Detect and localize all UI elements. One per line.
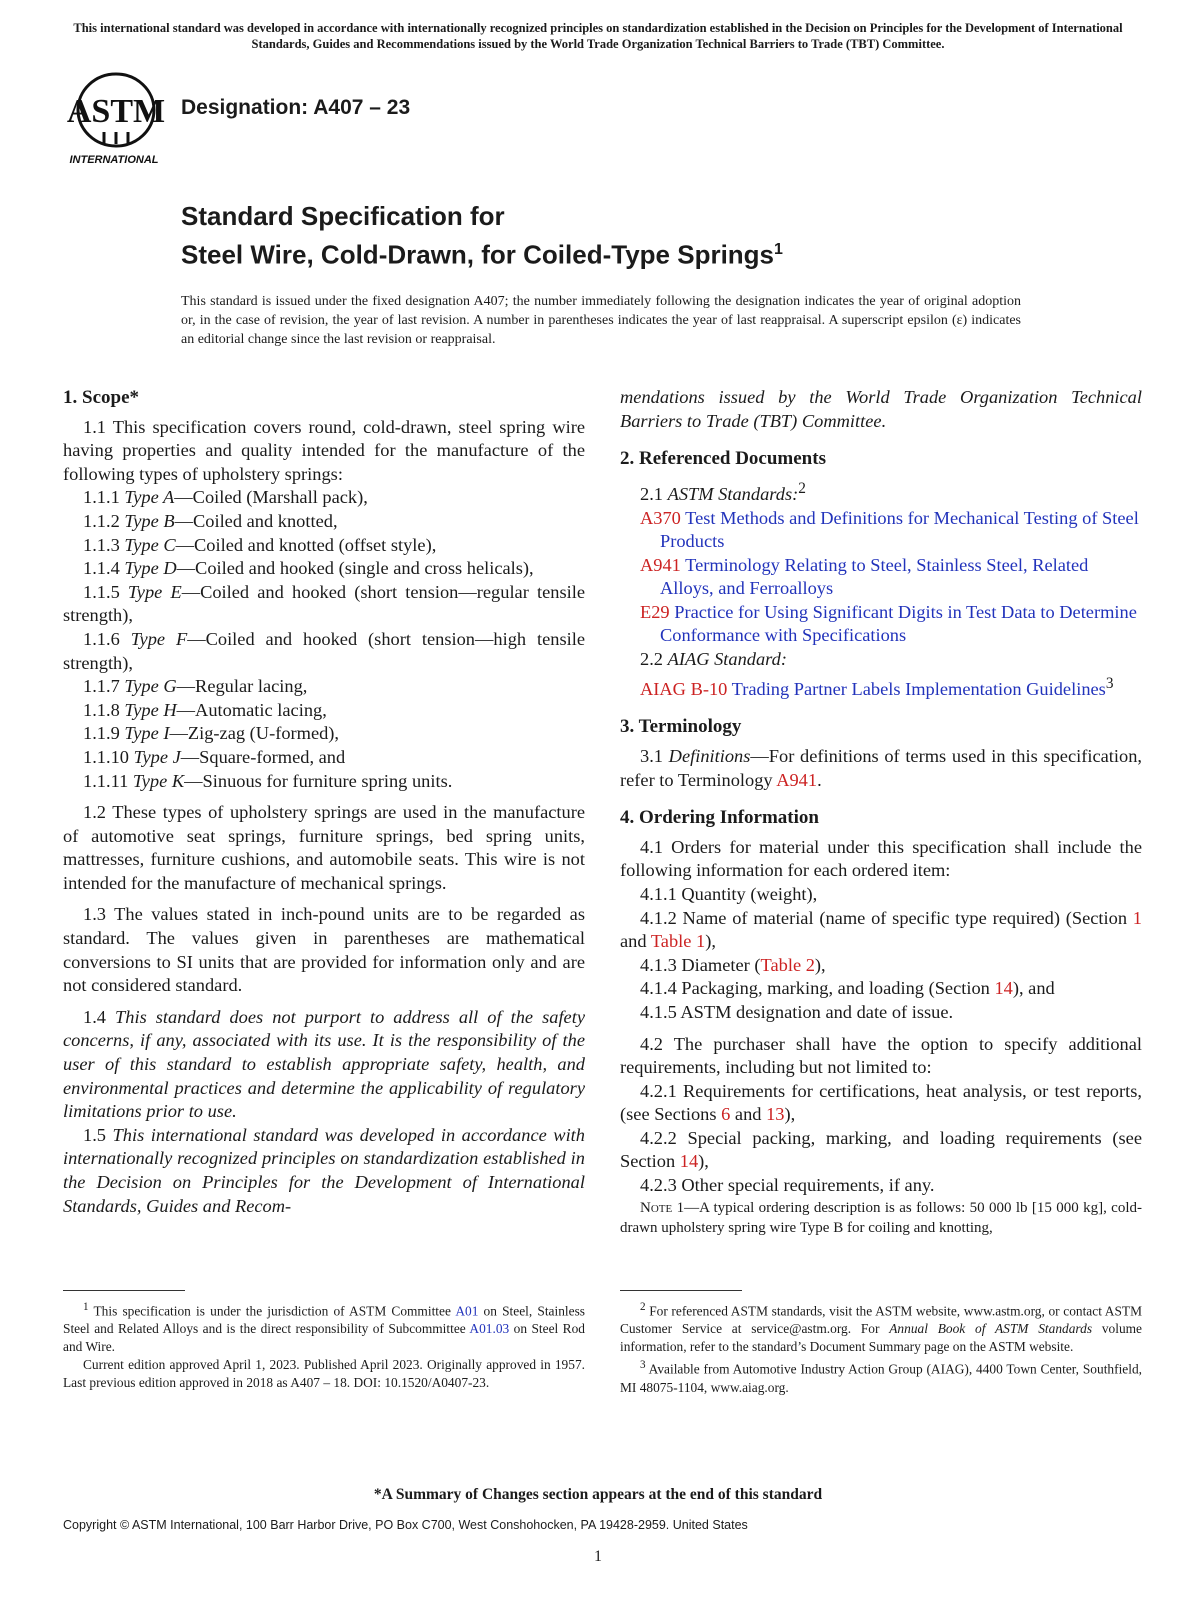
type-item-num: 1.1.3 xyxy=(83,534,120,555)
type-item-type: Type B xyxy=(124,510,175,531)
aiag-label-num: 2.2 xyxy=(640,649,663,670)
para-3-1 xyxy=(620,745,1142,792)
link-table-2[interactable]: Table 2 xyxy=(760,954,815,975)
section-heading-ordering: 4. Ordering Information xyxy=(620,807,819,829)
type-item-num: 1.1.6 xyxy=(83,628,120,649)
type-item-desc: —Square-formed, and xyxy=(180,746,346,767)
type-item-desc: —Regular lacing, xyxy=(176,676,308,697)
item-4-2-1-text: 4.2.1 Requirements for certifications, heat analysis, or test reports, (see Sections xyxy=(620,1080,1142,1125)
type-list-item xyxy=(63,628,585,675)
item-4-1-1: 4.1.1 Quantity (weight), xyxy=(640,883,818,904)
footnote-2 xyxy=(620,1298,1142,1356)
reference-title-link[interactable]: Terminology Relating to Steel, Stainless Steel, Related Alloys, and Ferroalloys xyxy=(660,554,1089,599)
footnote-3 xyxy=(620,1356,1142,1396)
reference-item xyxy=(620,601,1142,648)
astm-logo xyxy=(64,70,168,166)
footnote-2-num: 2 xyxy=(640,1301,646,1313)
item-4-1-3-end: ), xyxy=(814,954,826,975)
type-item-desc: —Zig-zag (U-formed), xyxy=(169,723,340,744)
reference-code-link[interactable]: AIAG B-10 xyxy=(640,678,728,699)
footnote-1-text-b: on Steel, Stainless Steel and Related Alloys and is the direct responsibility of Subcommittee xyxy=(63,1303,585,1337)
footnote-rule-right xyxy=(620,1290,742,1291)
type-item-num: 1.1.10 xyxy=(83,746,129,767)
footnote-1-text-c: on Steel Rod and Wire. xyxy=(63,1321,585,1355)
type-item-num: 1.1.4 xyxy=(83,558,120,579)
aiag-label-text: AIAG Standard: xyxy=(667,649,787,670)
reference-aiag xyxy=(620,672,1142,702)
type-list-item xyxy=(63,675,585,699)
type-list xyxy=(63,486,585,793)
reference-item xyxy=(620,507,1142,554)
footnote-1-num: 1 xyxy=(83,1301,89,1313)
footnote-3-num: 3 xyxy=(640,1359,646,1372)
type-list-item xyxy=(63,557,585,581)
reference-title-link[interactable]: Test Methods and Definitions for Mechanical Testing of Steel Products xyxy=(660,507,1139,552)
page-number: 1 xyxy=(594,1548,602,1565)
item-4-1-3-text: 4.1.3 Diameter ( xyxy=(640,954,761,975)
type-item-desc: —Coiled and hooked (single and cross helicals), xyxy=(176,558,534,579)
type-item-desc: —Sinuous for furniture spring units. xyxy=(184,770,453,791)
footnote-1 xyxy=(63,1298,585,1356)
astm-label-text: ASTM Standards: xyxy=(667,483,799,504)
section-heading-references: 2. Referenced Documents xyxy=(620,448,826,470)
type-list-item xyxy=(63,722,585,746)
para-1-4 xyxy=(63,1006,585,1124)
type-item-desc: —Automatic lacing, xyxy=(176,699,327,720)
link-section-13[interactable]: 13 xyxy=(766,1104,785,1125)
item-4-1-5: 4.1.5 ASTM designation and date of issue. xyxy=(640,1001,954,1022)
item-4-2-2-end: ), xyxy=(698,1151,709,1172)
item-4-2-1-end: ), xyxy=(784,1104,796,1125)
para-1-1: 1.1 This specification covers round, cold-drawn, steel spring wire having properties and quality intended for the manufacture of the following types of upholstery springs: xyxy=(63,416,585,484)
footnote-1-text-a: This specification is under the jurisdiction of ASTM Committee xyxy=(88,1303,456,1319)
type-item-type: Type I xyxy=(124,723,170,744)
right-column xyxy=(620,386,1142,1238)
type-item-desc: —Coiled and hooked (short tension—regular tensile strength), xyxy=(63,581,585,626)
title-main: Steel Wire, Cold-Drawn, for Coiled-Type Springs xyxy=(181,239,775,270)
type-item-num: 1.1.5 xyxy=(83,581,120,602)
para-1-5-continued xyxy=(620,386,1142,433)
type-item-num: 1.1.8 xyxy=(83,699,120,720)
footnote-rule-left xyxy=(63,1290,185,1291)
type-list-item xyxy=(63,486,585,510)
astm-standards-label xyxy=(620,477,1142,507)
left-column xyxy=(63,386,585,1218)
logo-subtext: INTERNATIONAL xyxy=(69,154,159,166)
document-title xyxy=(181,200,783,272)
footnote-2-italic: Annual Book of ASTM Standards xyxy=(889,1321,1093,1337)
para-1-4-text: This standard does not purport to address all of the safety concerns, if any, associated with its use. It is the responsibility of the user of this standard to establish appropriate safety, health, and environmental practices and determine the applicability of regulatory limitations prior to use. xyxy=(63,1006,585,1122)
item-4-1-4 xyxy=(620,977,1142,1001)
type-item-type: Type C xyxy=(124,534,176,555)
item-4-1-2-end: ), xyxy=(705,931,716,952)
para-1-5 xyxy=(63,1124,585,1218)
type-item-type: Type G xyxy=(124,676,177,697)
para-3-1-end: . xyxy=(817,769,822,790)
item-4-2-2-text: 4.2.2 Special packing, marking, and loading requirements (see Section xyxy=(620,1127,1142,1172)
aiag-footnote-ref[interactable]: 3 xyxy=(1105,674,1114,692)
type-item-type: Type A xyxy=(124,487,175,508)
type-item-desc: —Coiled and knotted, xyxy=(174,510,338,531)
type-item-num: 1.1.11 xyxy=(83,770,129,791)
para-1-5-text: This international standard was developed in accordance with internationally recognized principles on standardization established in the Decision on Principles for the Development of International Standards, Guides and Recom- xyxy=(63,1124,585,1216)
title-line-1: Standard Specification for xyxy=(181,201,505,231)
type-item-num: 1.1.2 xyxy=(83,510,120,531)
astm-logo-icon xyxy=(64,70,168,166)
item-4-1-4-end: ), and xyxy=(1012,978,1055,999)
copyright: Copyright © ASTM International, 100 Barr Harbor Drive, PO Box C700, West Conshohocken, PA 19428-2959. United States xyxy=(63,1518,748,1532)
link-table-1[interactable]: Table 1 xyxy=(650,931,706,952)
item-4-1-2-text: 4.1.2 Name of material (name of specific type required) (Section xyxy=(640,907,1133,928)
type-item-desc: —Coiled and hooked (short tension—high tensile strength), xyxy=(63,628,585,673)
type-list-item xyxy=(63,510,585,534)
para-3-1-text: —For definitions of terms used in this specification, refer to Terminology xyxy=(620,745,1142,790)
item-4-1-4-text: 4.1.4 Packaging, marking, and loading (Section xyxy=(640,978,995,999)
designation: Designation: A407 – 23 xyxy=(181,96,411,119)
type-list-item xyxy=(63,699,585,723)
type-list-item xyxy=(63,581,585,628)
reference-item xyxy=(620,554,1142,601)
type-item-desc: —Coiled and knotted (offset style), xyxy=(175,534,437,555)
footnote-2-text-b: volume information, refer to the standard’s Document Summary page on the ASTM website. xyxy=(620,1321,1142,1355)
note-1-label: Note 1 xyxy=(640,1199,685,1216)
item-4-1-3 xyxy=(620,954,1142,978)
para-1-5-cont-text: mendations issued by the World Trade Organization Technical Barriers to Trade (TBT) Committee. xyxy=(620,387,1142,431)
summary-of-changes-note: *A Summary of Changes section appears at the end of this standard xyxy=(373,1486,823,1503)
para-4-1: 4.1 Orders for material under this specification shall include the following information for each ordered item: xyxy=(620,836,1142,881)
type-item-type: Type J xyxy=(133,746,181,767)
term-definitions: Definitions xyxy=(668,745,751,766)
reference-title-link[interactable]: Practice for Using Significant Digits in Test Data to Determine Conformance with Specifications xyxy=(660,601,1137,646)
type-item-type: Type F xyxy=(130,628,188,649)
footnote-3-text: Available from Automotive Industry Action Group (AIAG), 4400 Town Center, Southfield, MI 48075-1104, www.aiag.org. xyxy=(620,1361,1142,1395)
note-1 xyxy=(620,1198,1142,1238)
header-notice: This international standard was developed in accordance with internationally recognized principles on standardization established in the Decision on Principles for the Development of International Standards, Guides and Recommendations issued by the World Trade Organization Technical Barriers to Trade (TBT) Committee. xyxy=(73,21,1123,51)
para-3-1-num: 3.1 xyxy=(640,745,663,766)
title-footnote-ref[interactable]: 1 xyxy=(774,241,783,258)
section-heading-scope: 1. Scope* xyxy=(63,387,139,408)
aiag-standard-label xyxy=(620,648,1142,672)
section-heading-terminology: 3. Terminology xyxy=(620,716,742,738)
type-item-type: Type E xyxy=(127,581,182,602)
type-item-type: Type H xyxy=(124,699,177,720)
type-list-item xyxy=(63,534,585,558)
type-item-type: Type D xyxy=(124,558,177,579)
reference-code-link[interactable]: A370 xyxy=(640,507,681,528)
link-section-1[interactable]: 1 xyxy=(1132,907,1142,928)
logo-text: ASTM xyxy=(66,93,166,130)
link-committee-a01[interactable]: A01 xyxy=(455,1303,479,1319)
item-4-2-2 xyxy=(620,1127,1142,1174)
para-1-4-num: 1.4 xyxy=(83,1006,106,1027)
type-list-item xyxy=(63,770,585,794)
type-item-type: Type K xyxy=(132,770,185,791)
item-4-2-1 xyxy=(620,1080,1142,1127)
type-item-num: 1.1.9 xyxy=(83,723,120,744)
para-1-3: 1.3 The values stated in inch-pound units are to be regarded as standard. The values given in parentheses are mathematical conversions to SI units that are provided for information only and are not considered standard. xyxy=(63,904,585,996)
astm-footnote-ref[interactable]: 2 xyxy=(798,479,806,497)
reference-title-link[interactable]: Trading Partner Labels Implementation Guidelines xyxy=(731,678,1106,699)
title-line-2 xyxy=(181,233,783,272)
link-section-14b[interactable]: 14 xyxy=(679,1151,699,1172)
para-1-5-num: 1.5 xyxy=(83,1124,106,1145)
footnote-2-text-a: For referenced ASTM standards, visit the ASTM website, www.astm.org, or contact ASTM Customer Service at service@astm.org. For xyxy=(620,1303,1142,1337)
type-item-num: 1.1.1 xyxy=(83,487,120,508)
para-4-2: 4.2 The purchaser shall have the option to specify additional requirements, including but not limited to: xyxy=(620,1033,1142,1078)
reference-list xyxy=(620,507,1142,649)
reference-code-link[interactable]: E29 xyxy=(640,601,670,622)
link-a941[interactable]: A941 xyxy=(776,769,818,790)
link-section-14[interactable]: 14 xyxy=(994,978,1013,999)
astm-label-num: 2.1 xyxy=(640,483,663,504)
reference-code-link[interactable]: A941 xyxy=(640,554,681,575)
link-subcommittee-a01-03[interactable]: A01.03 xyxy=(469,1321,510,1337)
type-item-desc: —Coiled (Marshall pack), xyxy=(174,487,368,508)
item-4-2-1-and: and xyxy=(730,1104,767,1125)
type-item-num: 1.1.7 xyxy=(83,676,120,697)
para-1-2: 1.2 These types of upholstery springs are used in the manufacture of automotive seat springs, furniture springs, bed spring units, mattresses, furniture cushions, and automobile seats. This wire is not intended for the manufacture of mechanical springs. xyxy=(63,802,585,893)
standard-note: This standard is issued under the fixed designation A407; the number immediately following the designation indicates the year of original adoption or, in the case of revision, the year of last revision. A number in parentheses indicates the year of last reappraisal. A superscript epsilon (ε) indicates an editorial change since the last revision or reappraisal. xyxy=(181,294,1021,347)
type-list-item xyxy=(63,746,585,770)
item-4-1-2-and: and xyxy=(620,931,651,952)
note-1-text: —A typical ordering description is as follows: 50 000 lb [15 000 kg], cold-drawn upholstery spring wire Type B for coiling and knotting, xyxy=(620,1199,1143,1236)
footnote-1-edition: Current edition approved April 1, 2023. Published April 2023. Originally approved in 1957. Last previous edition approved in 2018 as A407 – 18. DOI: 10.1520/A0407-23. xyxy=(63,1357,585,1391)
item-4-2-3: 4.2.3 Other special requirements, if any. xyxy=(640,1175,935,1196)
item-4-1-2 xyxy=(620,907,1142,954)
link-section-6[interactable]: 6 xyxy=(721,1104,731,1125)
footnotes-right xyxy=(620,1298,1142,1397)
footnotes-left xyxy=(63,1298,585,1392)
